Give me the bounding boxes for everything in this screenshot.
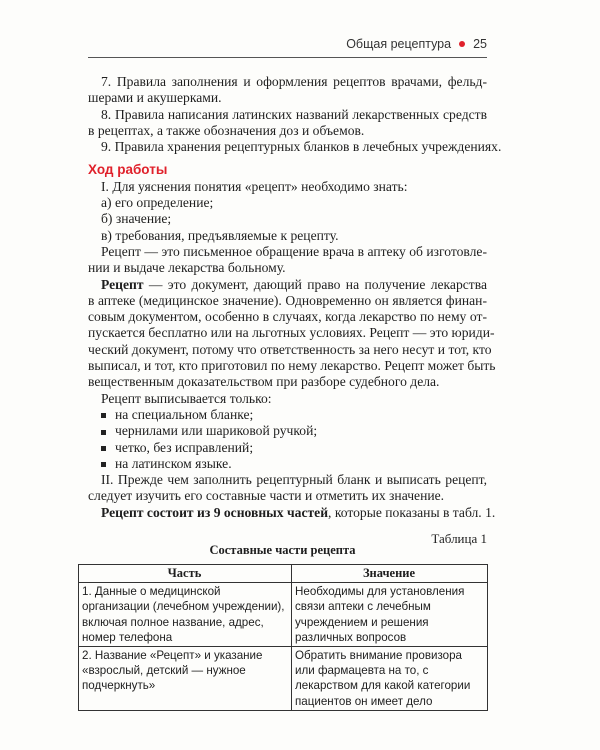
line-text: следует изучить его составные части и отметить их значение. <box>88 488 445 504</box>
line-text: шерами и акушерками. <box>88 90 222 106</box>
paragraph-line <box>88 472 487 488</box>
line-text: а) его определение; <box>101 195 214 211</box>
bold-term: Рецепт <box>101 276 144 292</box>
line-text: в рецептах, а также обозначения доз и объемов. <box>88 122 365 138</box>
column-header-part: Часть <box>79 565 292 583</box>
paragraph-line <box>88 244 487 260</box>
bold-term: Рецепт состоит из 9 основных частей <box>101 504 329 520</box>
bullet-item <box>88 407 487 423</box>
table-cell: 2. Название «Рецепт» и указание «взрослый, детский — нужное подчеркнуть» <box>79 647 292 711</box>
table-header-row <box>79 565 488 583</box>
line-text: 8. Правила написания латинских названий лекарственных средств <box>101 106 487 122</box>
list-item <box>88 211 487 227</box>
square-bullet-icon <box>101 413 106 418</box>
red-dot-icon <box>459 41 465 47</box>
paragraph-line <box>88 488 487 504</box>
recipe-parts-table <box>78 564 488 711</box>
line-text: 9. Правила хранения рецептурных бланков в лечебных учреждениях. <box>101 139 502 155</box>
line-text: II. Прежде чем заполнить рецептурный бланк и выписать рецепт, <box>101 472 487 488</box>
line-text: на специальном бланке; <box>115 406 254 422</box>
list-item <box>88 228 487 244</box>
line-text: на латинском языке. <box>115 455 232 471</box>
bullet-item <box>88 456 487 472</box>
section-title: Общая рецептура <box>346 37 452 51</box>
line-text: Рецепт — это письменное обращение врача в аптеку об изготовле- <box>101 243 487 259</box>
line-text: четко, без исправлений; <box>115 439 254 455</box>
line-text: ческий документ, потому что ответственность за него несут и тот, кто <box>88 341 492 357</box>
header-rule <box>88 57 487 58</box>
bullet-item <box>88 423 487 439</box>
paragraph-line <box>88 293 487 309</box>
line-text: I. Для уяснения понятия «рецепт» необходимо знать: <box>101 178 408 194</box>
paragraph-line <box>88 107 487 123</box>
table-row <box>79 583 488 647</box>
square-bullet-icon <box>101 462 106 467</box>
line-text: б) значение; <box>101 211 172 227</box>
line-text: в аптеке (медицинское значение). Одновременно он является финан- <box>88 292 487 308</box>
line-text: нии и выдаче лекарства больному. <box>88 260 286 276</box>
bullet-item <box>88 440 487 456</box>
line-text: выписал, и тот, кто приготовил по нему лекарство. Рецепт может быть <box>88 358 496 374</box>
line-text: в) требования, предъявляемые к рецепту. <box>101 227 339 243</box>
paragraph-line <box>88 358 496 374</box>
table-label: Таблица 1 <box>431 531 487 546</box>
square-bullet-icon <box>101 446 106 451</box>
paragraph-line <box>88 325 495 341</box>
square-bullet-icon <box>101 430 106 435</box>
paragraph-line <box>88 341 492 358</box>
line-text: , которые показаны в табл. 1. <box>328 504 496 520</box>
line-text: Рецепт выписывается только: <box>101 390 272 406</box>
list-item <box>88 195 487 211</box>
table-title: Составные части рецепта <box>209 543 356 557</box>
paragraph-line <box>88 391 487 407</box>
paragraph-line <box>88 74 487 90</box>
table-row <box>79 647 488 711</box>
table-cell: 1. Данные о медицинской организации (лечебном учреждении), включая полное название, адрес, номер телефона <box>79 583 292 647</box>
paragraph-line <box>88 179 487 195</box>
paragraph-line <box>88 277 487 293</box>
line-text: — это документ, дающий право на получение лекарства <box>143 276 487 292</box>
line-text: пускается бесплатно или на льготных условиях. Рецепт — это юриди- <box>88 325 495 341</box>
paragraph-line <box>88 90 487 106</box>
line-text: вещественным доказательством при разборе судебного дела. <box>88 374 440 390</box>
paragraph-line <box>88 504 496 521</box>
running-header <box>300 37 487 51</box>
line-text: совым документом, особенно в случаях, когда лекарство по нему от- <box>88 309 487 325</box>
paragraph-line <box>88 374 487 390</box>
section-heading: Ход работы <box>88 162 168 178</box>
paragraph-line <box>88 260 487 276</box>
table-cell: Необходимы для установления связи аптеки с лечебным учреждением и решения различных вопросов <box>292 583 488 647</box>
paragraph-line <box>88 123 487 139</box>
paragraph-line <box>88 139 502 155</box>
page-number: 25 <box>473 37 487 51</box>
table-cell: Обратить внимание провизора или фармацевта на то, с лекарством для какой категории пациентов он имеет дело <box>292 647 488 711</box>
line-text: чернилами или шариковой ручкой; <box>115 423 318 439</box>
paragraph-line <box>88 309 487 325</box>
body-text <box>88 74 502 521</box>
line-text: 7. Правила заполнения и оформления рецептов врачами, фельд- <box>101 74 487 89</box>
column-header-meaning: Значение <box>292 565 488 583</box>
